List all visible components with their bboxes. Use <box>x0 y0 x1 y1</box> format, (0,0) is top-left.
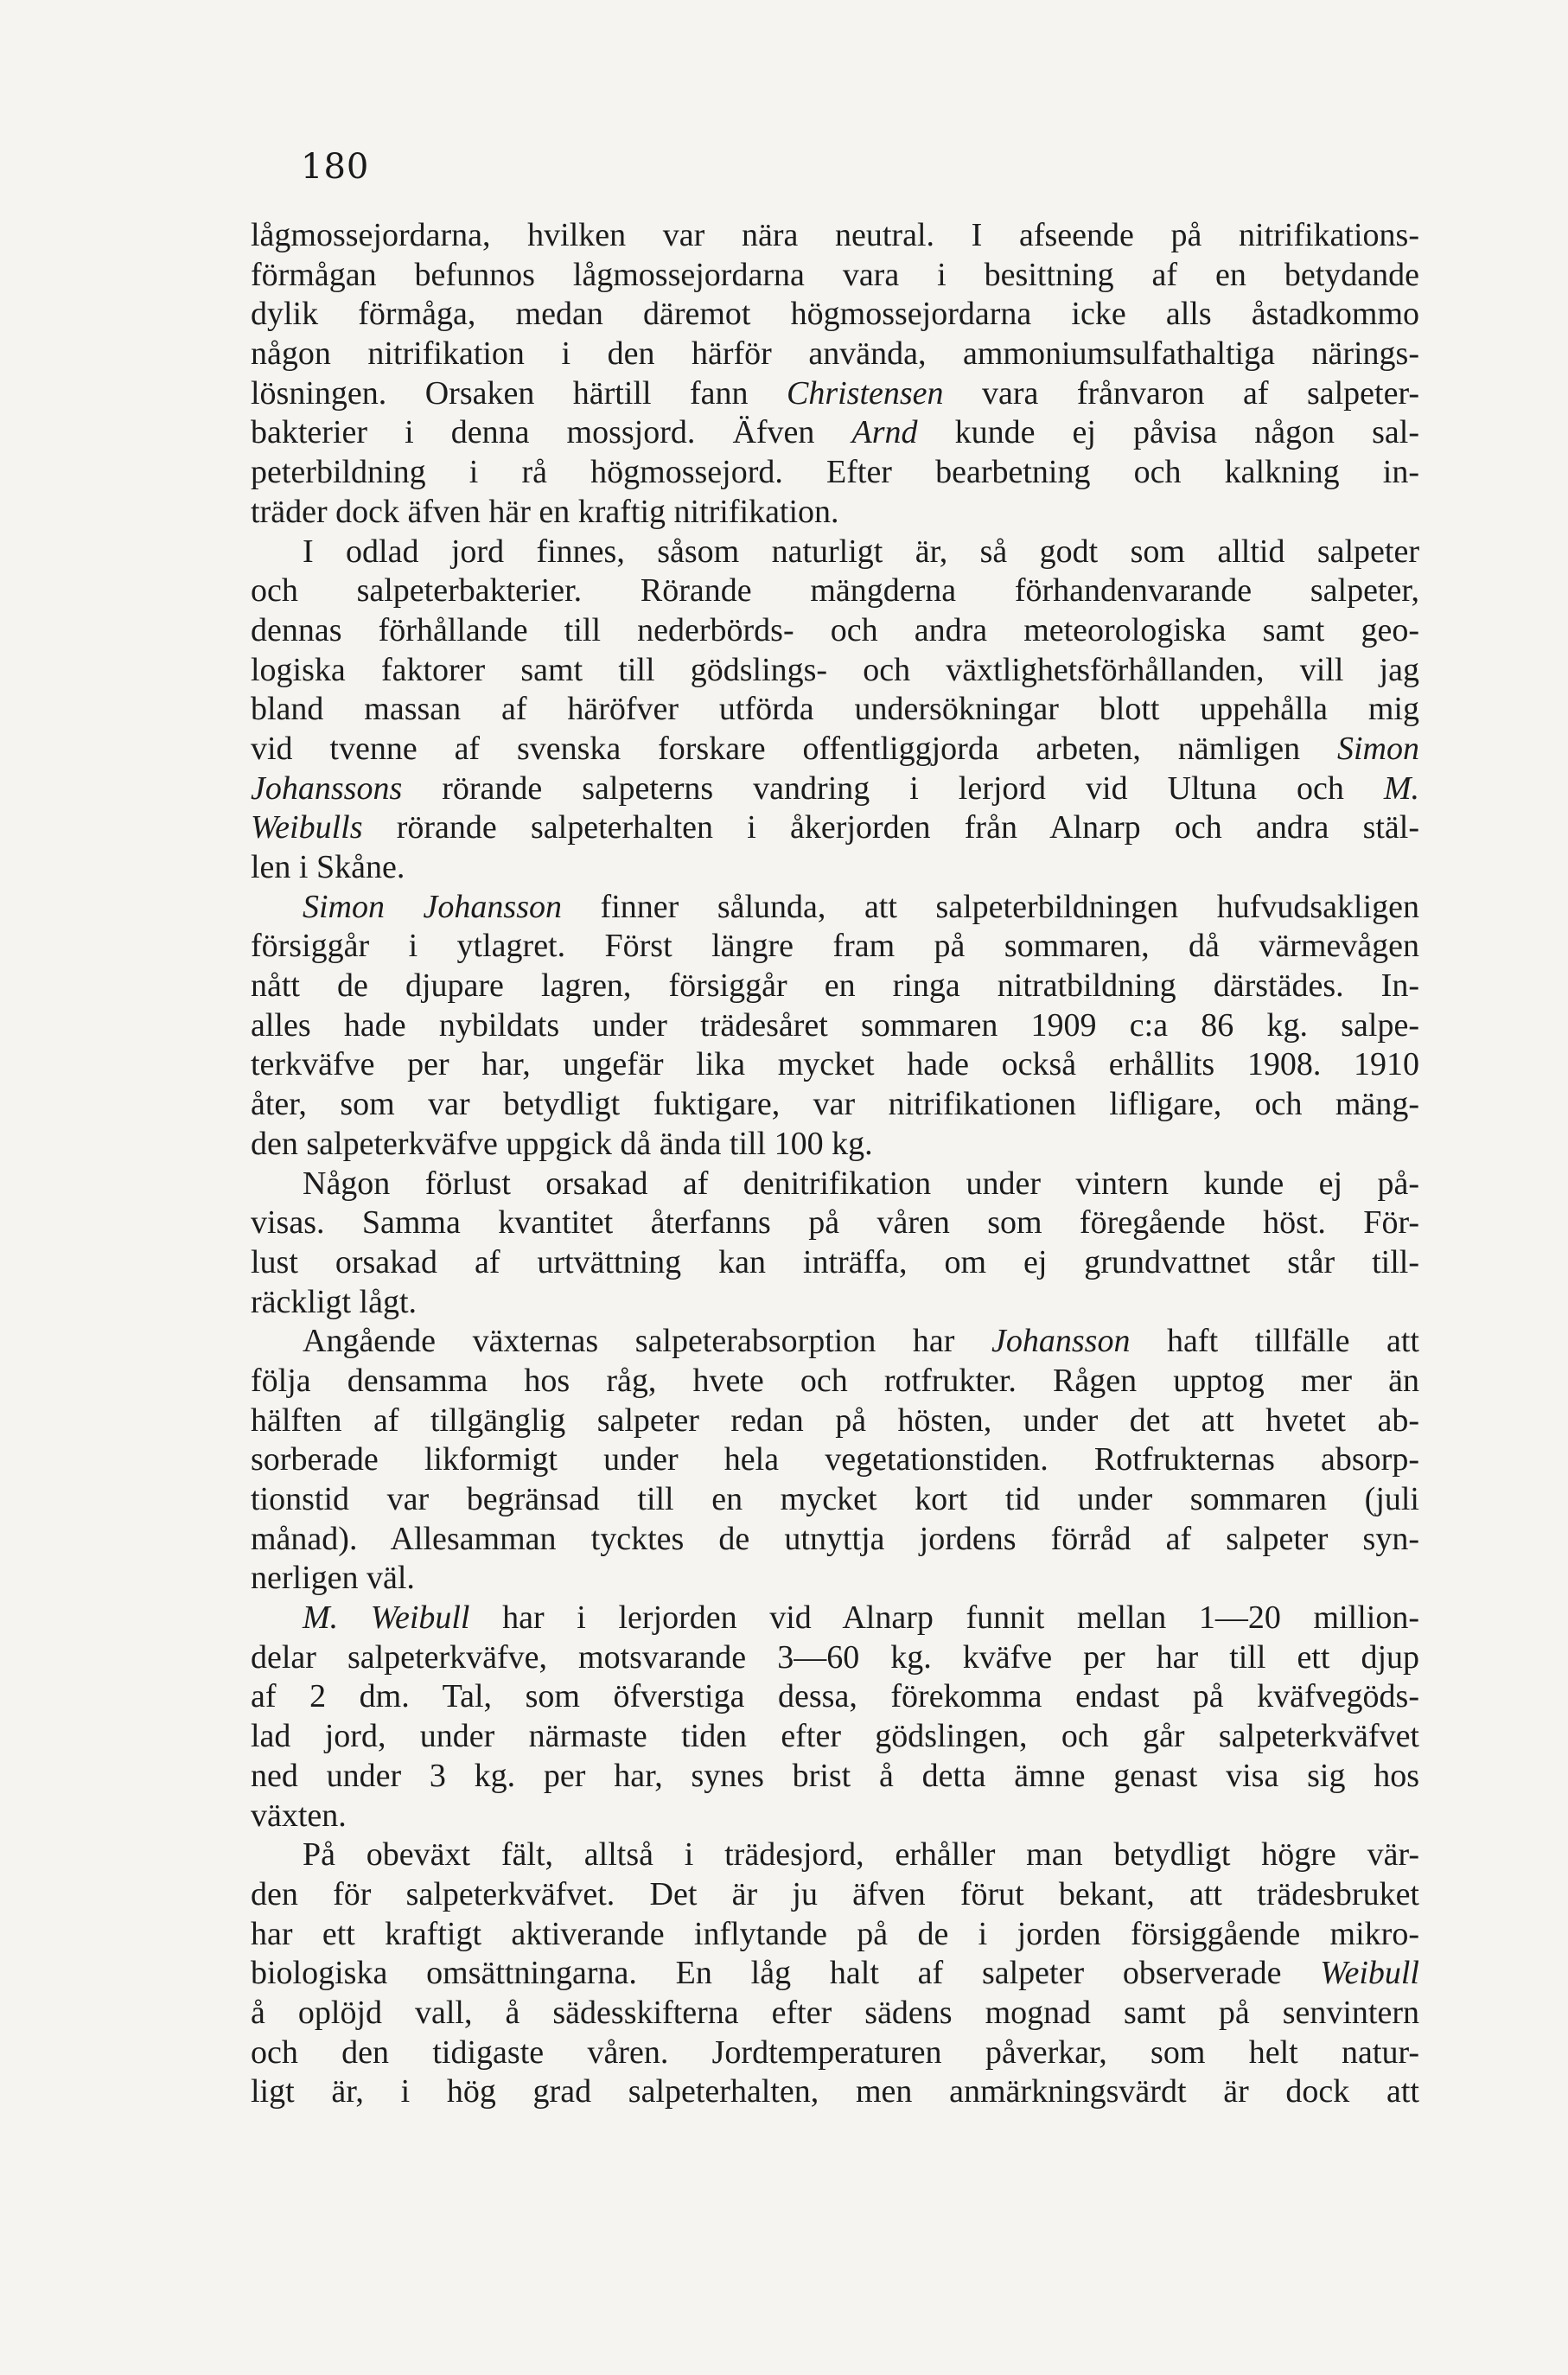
text-line: lust orsakad af urtvättning kan inträffa, om ej grundvattnet står till- <box>251 1243 1419 1280</box>
text-line: sorberade likformigt under hela vegetationstiden. Rotfrukternas absorp- <box>251 1441 1419 1478</box>
text-line: har ett kraftigt aktiverande inflytande på de i jorden försiggående mikro- <box>251 1915 1419 1952</box>
text-line: ligt är, i hög grad salpeterhalten, men anmärkningsvärdt är dock att <box>251 2073 1419 2110</box>
text-line: den för salpeterkväfvet. Det är ju äfven förut bekant, att trädesbruket <box>251 1875 1419 1912</box>
text-line: Någon förlust orsakad af denitrifikation under vintern kunde ej på- <box>303 1165 1419 1202</box>
text-line: Johanssons rörande salpeterns vandring i lerjord vid Ultuna och M. <box>251 769 1419 807</box>
text-line: följa densamma hos råg, hvete och rotfrukter. Rågen upptog mer än <box>251 1362 1419 1399</box>
body-text <box>251 216 1419 2112</box>
text-line: visas. Samma kvantitet återfanns på våren som föregående höst. För- <box>251 1204 1419 1242</box>
text-line: bland massan af häröfver utförda undersökningar blott uppehålla mig <box>251 691 1419 728</box>
text-line: förmågan befunnos lågmossejordarna vara i besittning af en betydande <box>251 256 1419 293</box>
text-line: M. Weibull har i lerjorden vid Alnarp funnit mellan 1—20 million- <box>303 1599 1419 1637</box>
text-line: delar salpeterkväfve, motsvarande 3—60 kg. kväfve per har till ett djup <box>251 1638 1419 1676</box>
text-line: peterbildning i rå högmossejord. Efter bearbetning och kalkning in- <box>251 454 1419 491</box>
text-line: växten. <box>251 1797 347 1834</box>
page-number: 180 <box>301 147 370 187</box>
text-line: Simon Johansson finner sålunda, att salpeterbildningen hufvudsakligen <box>303 888 1419 925</box>
text-line: I odlad jord finnes, såsom naturligt är, så godt som alltid salpeter <box>303 533 1419 570</box>
text-line: nått de djupare lagren, försiggår en ringa nitratbildning därstädes. In- <box>251 967 1419 1005</box>
text-line: bakterier i denna mossjord. Äfven Arnd kunde ej påvisa någon sal- <box>251 414 1419 451</box>
text-line: försiggår i ytlagret. Först längre fram på sommaren, då värmevågen <box>251 928 1419 965</box>
text-line: På obeväxt fält, alltså i trädesjord, erhåller man betydligt högre vär- <box>303 1836 1419 1874</box>
text-line: len i Skåne. <box>251 849 405 885</box>
text-line: Weibulls rörande salpeterhalten i åkerjorden från Alnarp och andra stäl- <box>251 809 1419 846</box>
text-line: vid tvenne af svenska forskare offentliggjorda arbeten, nämligen Simon <box>251 730 1419 767</box>
text-line: dylik förmåga, medan däremot högmossejordarna icke alls åstadkommo <box>251 296 1419 333</box>
text-line: räckligt lågt. <box>251 1283 417 1320</box>
text-line: ned under 3 kg. per har, synes brist å detta ämne genast visa sig hos <box>251 1757 1419 1794</box>
text-line: lösningen. Orsaken härtill fann Christensen vara frånvaron af salpeter- <box>251 374 1419 412</box>
text-line: alles hade nybildats under trädesåret sommaren 1909 c:a 86 kg. salpe- <box>251 1006 1419 1044</box>
text-line: lågmossejordarna, hvilken var nära neutral. I afseende på nitrifikations- <box>251 217 1419 253</box>
text-line: någon nitrifikation i den härför använda, ammoniumsulfathaltiga närings- <box>251 335 1419 373</box>
text-line: och salpeterbakterier. Rörande mängderna förhandenvarande salpeter, <box>251 572 1419 610</box>
text-line: af 2 dm. Tal, som öfverstiga dessa, förekomma endast på kväfvegöds- <box>251 1678 1419 1715</box>
text-line: Angående växternas salpeterabsorption har Johansson haft tillfälle att <box>303 1323 1419 1360</box>
text-line: åter, som var betydligt fuktigare, var nitrifikationen lifligare, och mäng- <box>251 1086 1419 1123</box>
text-line: terkväfve per har, ungefär lika mycket hade också erhållits 1908. 1910 <box>251 1046 1419 1083</box>
text-line: lad jord, under närmaste tiden efter gödslingen, och går salpeterkväfvet <box>251 1718 1419 1755</box>
text-line: träder dock äfven här en kraftig nitrifikation. <box>251 493 839 530</box>
text-line: dennas förhållande till nederbörds- och andra meteorologiska samt geo- <box>251 611 1419 648</box>
text-line: månad). Allesamman tycktes de utnyttja jordens förråd af salpeter syn- <box>251 1520 1419 1557</box>
text-line: logiska faktorer samt till gödslings- och växtlighetsförhållanden, vill jag <box>251 651 1419 688</box>
text-line: biologiska omsättningarna. En låg halt af salpeter observerade Weibull <box>251 1955 1419 1992</box>
text-line: tionstid var begränsad till en mycket kort tid under sommaren (juli <box>251 1481 1419 1517</box>
text-line: nerligen väl. <box>251 1560 415 1597</box>
text-line: och den tidigaste våren. Jordtemperaturen påverkar, som helt natur- <box>251 2033 1419 2071</box>
text-line: hälften af tillgänglig salpeter redan på hösten, under det att hvetet ab- <box>251 1401 1419 1439</box>
text-line: den salpeterkväfve uppgick då ända till 100 kg. <box>251 1125 873 1162</box>
text-line: å oplöjd vall, å sädesskifterna efter sädens mognad samt på senvintern <box>251 1994 1419 2031</box>
